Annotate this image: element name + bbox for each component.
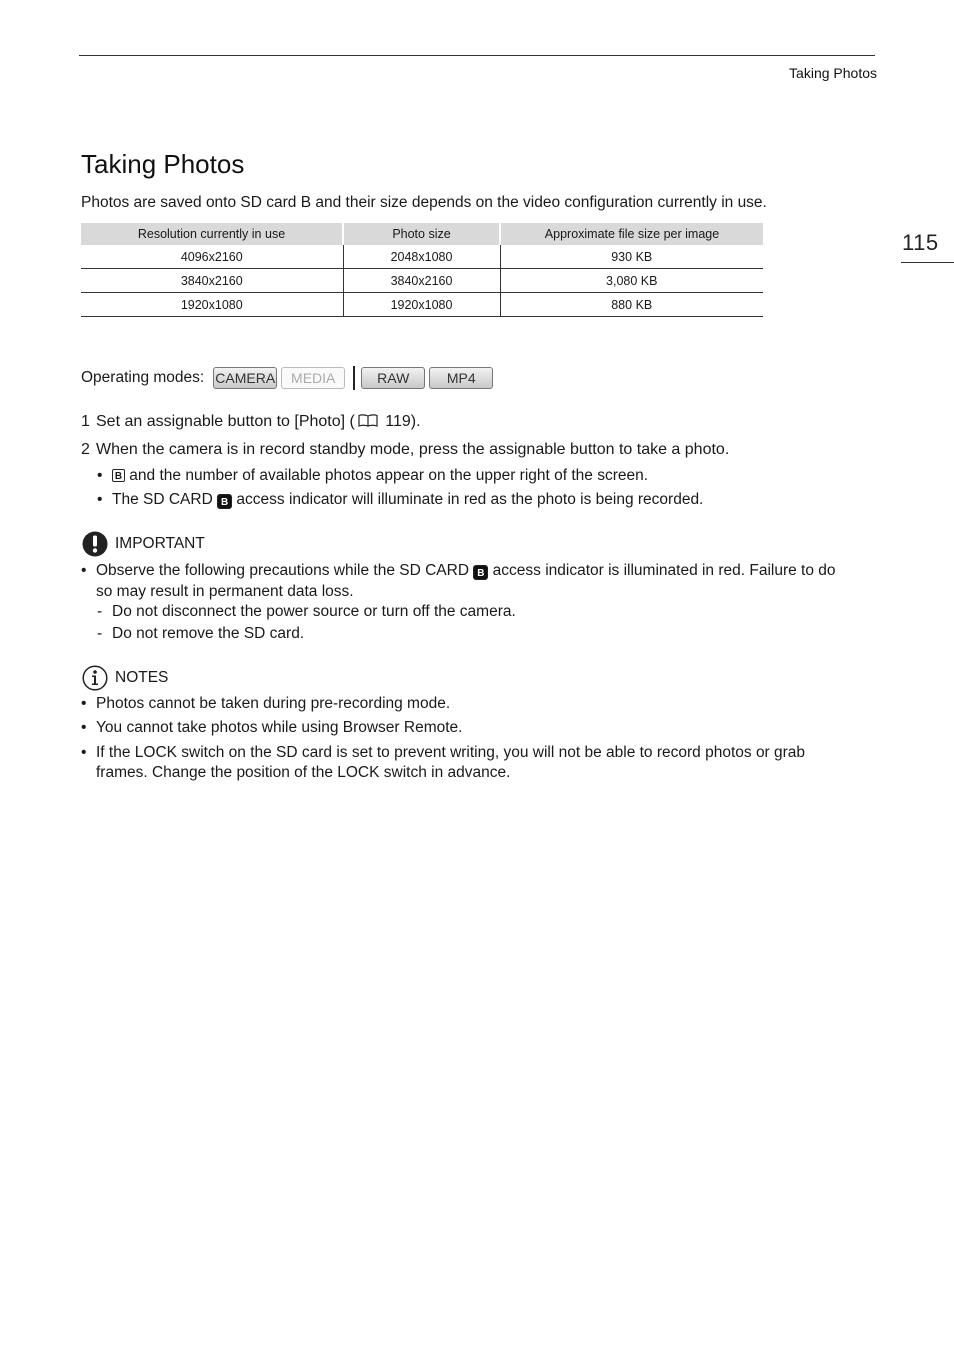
- step-text: [96, 413, 421, 431]
- list-item-text: Do not disconnect the power source or turn off the camera.: [112, 603, 516, 620]
- list-item-text: Do not remove the SD card.: [112, 625, 305, 642]
- list-item-text: access indicator will illuminate in red as the photo is being recorded.: [232, 491, 704, 508]
- list-item-text: frames. Change the position of the LOCK switch in advance.: [96, 764, 511, 781]
- column-header: Approximate file size per image: [500, 223, 763, 245]
- sd-card-b-icon: B: [473, 565, 488, 580]
- page-title: Taking Photos: [81, 149, 245, 179]
- table-cell: 3,080 KB: [500, 269, 763, 293]
- table-header-row: [81, 223, 763, 245]
- table-row: [81, 245, 763, 269]
- notes-heading-label: NOTES: [115, 669, 169, 686]
- mode-badge-camera: CAMERA: [213, 367, 277, 389]
- table-cell: 1920x1080: [81, 293, 343, 317]
- page-number-rule: [901, 262, 954, 263]
- sd-card-b-icon: B: [217, 494, 232, 509]
- notes-heading: [81, 665, 168, 691]
- important-icon: [81, 531, 109, 557]
- list-item: [97, 467, 649, 485]
- list-item: [97, 603, 516, 621]
- step-1: [81, 413, 421, 431]
- book-reference-icon: [358, 414, 378, 427]
- step-number: 2: [81, 441, 90, 458]
- bullet: •: [81, 562, 87, 579]
- step-2: [81, 441, 729, 459]
- table-cell: 3840x2160: [81, 269, 343, 293]
- list-item-text: Observe the following precautions while the SD CARD: [96, 562, 474, 579]
- operating-modes: [81, 365, 497, 391]
- table-row: [81, 293, 763, 317]
- table-cell: 4096x2160: [81, 245, 343, 269]
- mode-badge-media: MEDIA: [281, 367, 345, 389]
- dash: -: [97, 625, 103, 642]
- column-header: Resolution currently in use: [81, 223, 343, 245]
- column-header: Photo size: [343, 223, 500, 245]
- bullet: •: [97, 491, 103, 508]
- table-cell: 2048x1080: [343, 245, 500, 269]
- list-item-text: Photos cannot be taken during pre-recording mode.: [96, 695, 451, 712]
- running-title: Taking Photos: [789, 65, 877, 81]
- photo-size-table: [81, 223, 763, 317]
- step-number: 1: [81, 413, 90, 430]
- table-row: [81, 269, 763, 293]
- list-item: [81, 695, 451, 713]
- page-number: 115: [902, 230, 939, 255]
- list-item-text: If the LOCK switch on the SD card is set to prevent writing, you will not be able to record photos or grab: [96, 744, 806, 761]
- list-item-text: You cannot take photos while using Browser Remote.: [96, 719, 463, 736]
- important-heading: [81, 531, 205, 557]
- intro-paragraph: Photos are saved onto SD card B and their size depends on the video configuration currently in use.: [81, 194, 767, 211]
- list-item: [97, 625, 304, 643]
- list-item: [81, 719, 463, 737]
- list-item-text: access indicator is illuminated in red. Failure to do: [488, 562, 836, 579]
- table-cell: 880 KB: [500, 293, 763, 317]
- list-item: [97, 491, 704, 509]
- info-icon: [81, 665, 109, 691]
- list-item-text: and the number of available photos appear on the upper right of the screen.: [125, 467, 649, 484]
- list-item-text: The SD CARD: [112, 491, 218, 508]
- table-cell: 3840x2160: [343, 269, 500, 293]
- list-item: [81, 743, 806, 783]
- bullet: •: [81, 719, 87, 736]
- mode-badge-mp4: MP4: [429, 367, 493, 389]
- table-cell: 930 KB: [500, 245, 763, 269]
- bullet: •: [81, 695, 87, 712]
- table-cell: 1920x1080: [343, 293, 500, 317]
- step-text-part: 119).: [380, 413, 421, 430]
- list-item-text: so may result in permanent data loss.: [96, 583, 354, 600]
- list-item: [81, 560, 836, 602]
- bullet: •: [97, 467, 103, 484]
- sd-card-b-icon: B: [112, 469, 125, 482]
- step-text: When the camera is in record standby mode, press the assignable button to take a photo.: [96, 441, 730, 458]
- bullet: •: [81, 744, 87, 761]
- operating-modes-label: Operating modes:: [81, 369, 205, 386]
- mode-badge-raw: RAW: [361, 367, 425, 389]
- dash: -: [97, 603, 103, 620]
- step-text-part: Set an assignable button to [Photo] (: [96, 413, 355, 430]
- mode-separator: [353, 366, 355, 390]
- important-heading-label: IMPORTANT: [115, 535, 205, 552]
- header-rule: [79, 55, 875, 56]
